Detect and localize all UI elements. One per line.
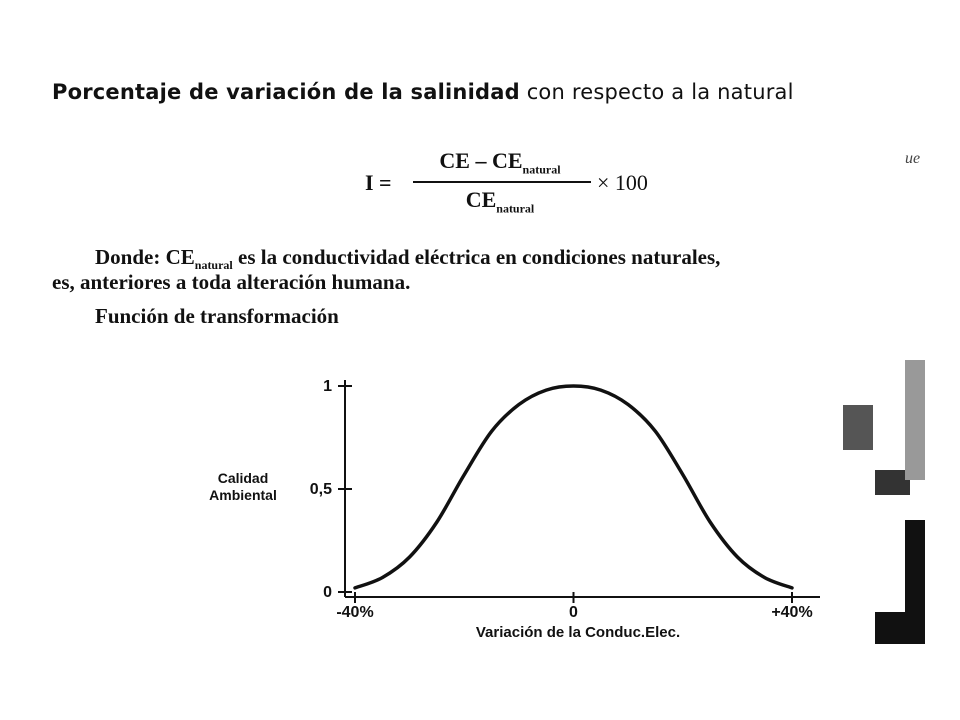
series-point bbox=[463, 474, 465, 476]
series-point bbox=[655, 431, 657, 433]
x-tick-label: -40% bbox=[336, 604, 374, 621]
series-point bbox=[545, 389, 547, 391]
paragraph-line-2: es, anteriores a toda alteración humana. bbox=[52, 270, 411, 294]
series-point bbox=[682, 474, 684, 476]
para-rest: es la conductividad eléctrica en condiciones naturales, bbox=[232, 245, 721, 269]
y-axis-title-line-2: Ambiental bbox=[209, 487, 277, 503]
denominator-sub: natural bbox=[496, 201, 535, 216]
series-point bbox=[709, 521, 711, 523]
numerator-main: CE – CE bbox=[439, 148, 523, 173]
x-axis-title: Variación de la Conduc.Elec. bbox=[475, 624, 681, 641]
series-point bbox=[600, 389, 602, 391]
series-point bbox=[764, 577, 766, 579]
scan-noise-block bbox=[905, 360, 925, 480]
series-point bbox=[409, 556, 411, 558]
scan-noise-block bbox=[875, 612, 925, 644]
scan-noise-block bbox=[843, 405, 873, 450]
series-point bbox=[627, 404, 629, 406]
heading-bold: Porcentaje de variación de la salinidad bbox=[52, 80, 520, 104]
series-point bbox=[436, 521, 438, 523]
denominator-main: CE bbox=[465, 187, 497, 213]
series-point bbox=[791, 587, 793, 589]
scan-noise-block bbox=[905, 520, 925, 615]
y-tick-label: 0 bbox=[323, 584, 332, 601]
y-tick-label: 1 bbox=[323, 378, 332, 395]
y-tick-label: 0,5 bbox=[309, 481, 332, 498]
formula-lhs: I = bbox=[365, 170, 392, 195]
series-point bbox=[491, 431, 493, 433]
series-line bbox=[355, 386, 792, 588]
series-point bbox=[354, 587, 356, 589]
x-tick-label: 0 bbox=[569, 604, 578, 621]
heading-normal: con respecto a la natural bbox=[519, 80, 794, 104]
series-point bbox=[573, 385, 575, 387]
para-sub: natural bbox=[194, 258, 233, 273]
series-point bbox=[737, 556, 739, 558]
para-prefix: Donde: CE bbox=[95, 245, 195, 269]
series-point bbox=[518, 404, 520, 406]
numerator-sub: natural bbox=[522, 162, 561, 177]
series-point bbox=[382, 577, 384, 579]
section-title: Función de transformación bbox=[95, 304, 339, 328]
y-axis-title-line-1: Calidad bbox=[217, 470, 269, 486]
stray-text: ue bbox=[905, 150, 921, 167]
formula-times: × 100 bbox=[597, 170, 648, 195]
x-tick-label: +40% bbox=[771, 604, 813, 621]
